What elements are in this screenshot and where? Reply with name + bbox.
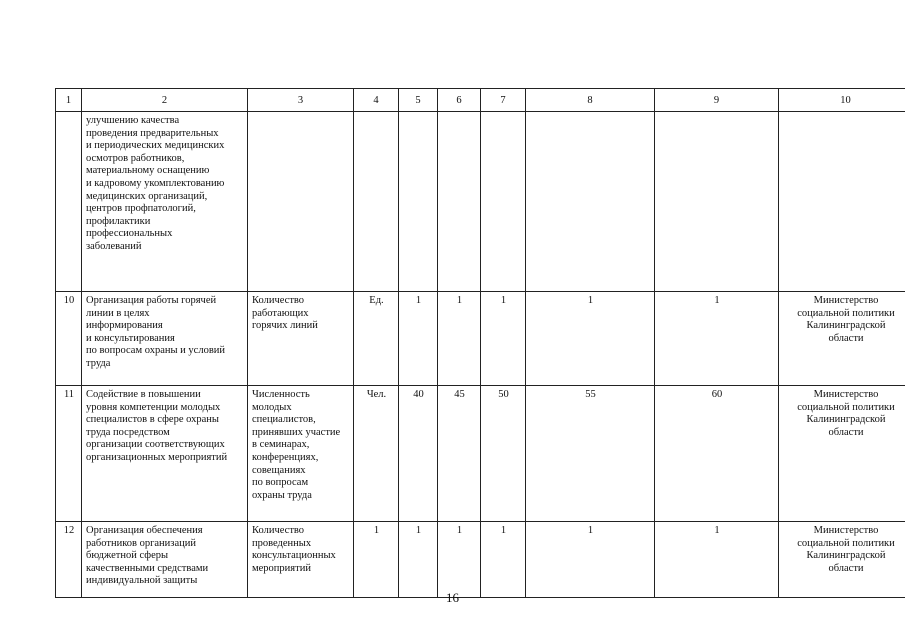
row-number-cell — [56, 112, 82, 292]
value-cell: 1 — [655, 522, 779, 598]
value-cell — [399, 112, 438, 292]
value-cell: 40 — [399, 386, 438, 522]
header-cell: 2 — [82, 89, 248, 112]
indicator-cell: Количество проведенных консультационных мероприятий — [248, 522, 354, 598]
unit-cell: Ед. — [354, 292, 399, 386]
page-number: 16 — [446, 590, 459, 605]
value-cell — [481, 112, 526, 292]
unit-cell: Чел. — [354, 386, 399, 522]
value-cell: 1 — [655, 292, 779, 386]
value-cell: 60 — [655, 386, 779, 522]
value-cell: 1 — [481, 522, 526, 598]
indicator-cell — [248, 112, 354, 292]
value-cell — [526, 112, 655, 292]
document-table — [55, 88, 905, 598]
indicator-cell: Количество работающих горячих линий — [248, 292, 354, 386]
executor-cell: Министерство социальной политики Калининградской области — [779, 386, 905, 522]
executor-cell: Министерство социальной политики Калининградской области — [779, 522, 905, 598]
header-cell: 8 — [526, 89, 655, 112]
table-row — [56, 292, 905, 386]
value-cell: 1 — [438, 522, 481, 598]
activity-cell: Содействие в повышении уровня компетенции молодых специалистов в сфере охраны труда посредством организации соответствующих организационных мероприятий — [82, 386, 248, 522]
activity-cell: улучшению качества проведения предварительных и периодических медицинских осмотров работников, материальному оснащению и кадровому укомплектованию медицинских организаций, центров профпатологий, профилактики профессиональных заболеваний — [82, 112, 248, 292]
header-cell: 10 — [779, 89, 905, 112]
value-cell: 45 — [438, 386, 481, 522]
value-cell: 1 — [526, 522, 655, 598]
header-cell: 5 — [399, 89, 438, 112]
executor-cell: Министерство социальной политики Калининградской области — [779, 292, 905, 386]
indicator-cell: Численность молодых специалистов, принявших участие в семинарах, конференциях, совещаниях по вопросам охраны труда — [248, 386, 354, 522]
activity-cell: Организация обеспечения работников организаций бюджетной сферы качественными средствами индивидуальной защиты — [82, 522, 248, 598]
table-row — [56, 386, 905, 522]
unit-cell — [354, 112, 399, 292]
value-cell: 50 — [481, 386, 526, 522]
value-cell: 1 — [526, 292, 655, 386]
value-cell: 1 — [399, 522, 438, 598]
value-cell: 1 — [438, 292, 481, 386]
value-cell: 55 — [526, 386, 655, 522]
table-header-row — [56, 89, 905, 112]
value-cell: 1 — [399, 292, 438, 386]
header-cell: 7 — [481, 89, 526, 112]
value-cell — [438, 112, 481, 292]
unit-cell: 1 — [354, 522, 399, 598]
table-row — [56, 112, 905, 292]
row-number-cell: 11 — [56, 386, 82, 522]
table-row — [56, 522, 905, 598]
row-number-cell: 10 — [56, 292, 82, 386]
executor-cell — [779, 112, 905, 292]
activity-cell: Организация работы горячей линии в целях информирования и консультирования по вопросам охраны и условий труда — [82, 292, 248, 386]
header-cell: 9 — [655, 89, 779, 112]
header-cell: 4 — [354, 89, 399, 112]
value-cell: 1 — [481, 292, 526, 386]
header-cell: 3 — [248, 89, 354, 112]
header-cell: 1 — [56, 89, 82, 112]
value-cell — [655, 112, 779, 292]
header-cell: 6 — [438, 89, 481, 112]
row-number-cell: 12 — [56, 522, 82, 598]
